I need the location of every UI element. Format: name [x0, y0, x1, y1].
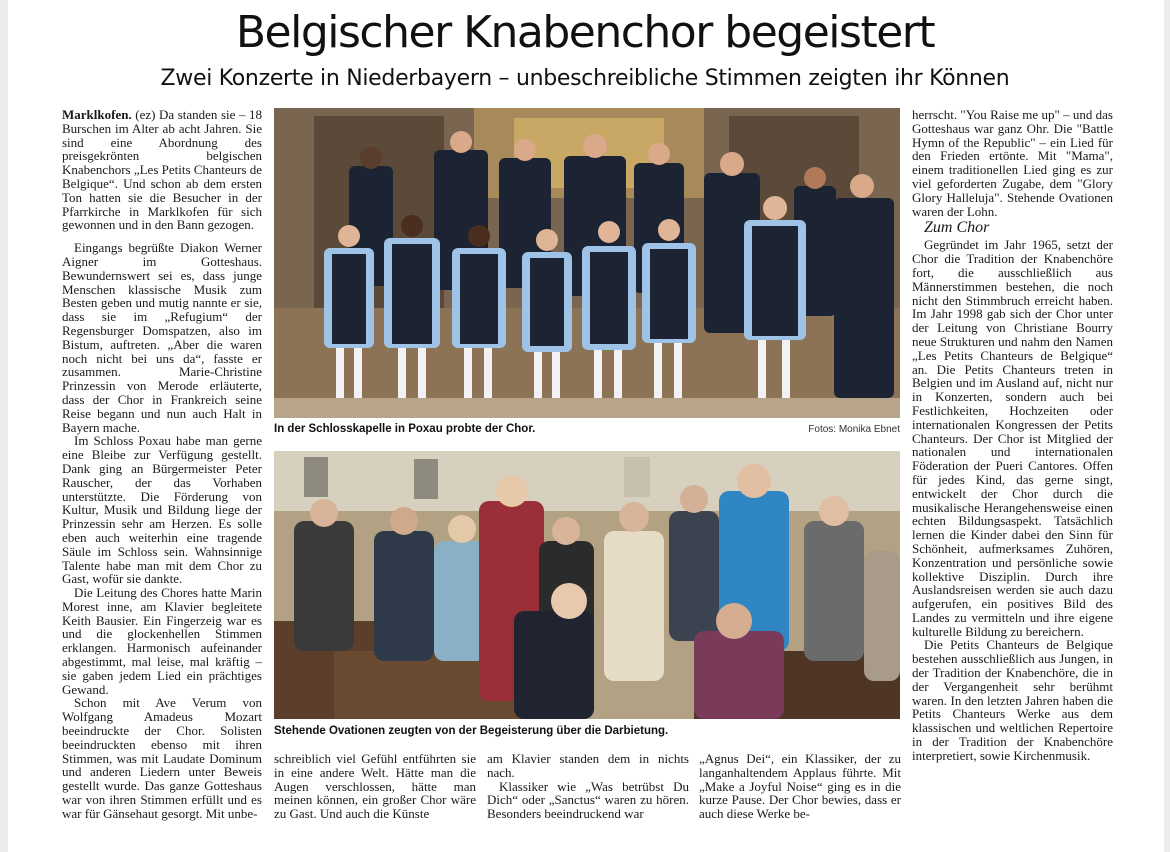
- choir-photo-illustration: [274, 108, 900, 418]
- paragraph: schreiblich viel Gefühl entführten sie in eine andere Welt. Hätte man die Augen verschlossen, hätte man meinen können, ein großer Chor wäre zu Gast. Und auch die Künste: [274, 751, 476, 822]
- subheadline: Zwei Konzerte in Niederbayern – unbeschreibliche Stimmen zeigten ihr Können: [160, 66, 1010, 91]
- page-edge-right: [1164, 0, 1170, 852]
- paragraph: herrscht. "You Raise me up" – und das Gotteshaus war ganz Ohr. Die "Battle Hymn of the Republic" – ein Lied für den Frieden ertönte. Mit "Mama", einem traditionellen Lied ging es zur viel geforderten Zugabe, dem "Glory Glory Halleluja". Stehende Ovationen waren der Lohn.: [912, 107, 1113, 219]
- article-column-1: [62, 108, 262, 821]
- photo-credit: Fotos: Monika Ebnet: [808, 424, 900, 435]
- paragraph: Die Leitung des Chores hatte Marin Morest inne, am Klavier begleitete Keith Bausier. Ein Fingerzeig war es und die glockenhellen Stimmen erklangen. Harmonisch aufeinander abgestimmt, mal leise, mal kräftig – sie gaben jedem Lied ein prächtiges Gewand.: [62, 585, 262, 697]
- paragraph: Schon mit Ave Verum von Wolfgang Amadeus Mozart beeindruckte der Chor. Solisten beeindruckten ebenso mit ihren Stimmen, was mit Laudate Dominum und anderen Liedern unter Beweis gestellt wurde. Das ganze Gotteshaus war von ihren Stimmen erfüllt und es war für Gänsehaut gesorgt. Mit unbe-: [62, 695, 262, 821]
- paragraph: „Agnus Dei“, ein Klassiker, der zu langanhaltendem Applaus führte. Mit „Make a Joyful Noise“ ging es in die kurze Pause. Der Chor bewies, dass er auch diese Werke be-: [699, 751, 901, 822]
- paragraph: Die Petits Chanteurs de Belgique bestehen ausschließlich aus Jungen, in der Tradition der Knabenchöre, die in der Vergangenheit sehr berühmt waren. In den letzten Jahren haben die Petits Chanteurs Werke aus dem klassischen und weltlichen Repertoire in der Tradition der Knabenchöre interpretiert, sowie Kirchenmusik.: [912, 637, 1113, 763]
- dateline: Marklkofen.: [62, 107, 132, 122]
- headline: Belgischer Knabenchor begeistert: [235, 7, 935, 58]
- lead-paragraph: [62, 108, 262, 232]
- paragraph: Im Schloss Poxau habe man gerne eine Bleibe zur Verfügung gestellt. Dank ging an Bürgermeister Peter Rauscher, der das Vorhaben unterstützte. Die Förderung von Kultur, Musik und Bildung liege der Prinzessin sehr am Herzen. Es solle eben auch weiterhin eine tragende Säule im Schloss sein. Wahnsinnige Talente habe man mit dem Chor zu Gast, wofür sie dankte.: [62, 433, 262, 587]
- audience-photo-illustration: [274, 451, 900, 719]
- choir-photo: [274, 108, 900, 418]
- page-edge-left: [0, 0, 8, 852]
- paragraph: am Klavier standen dem in nichts nach.: [487, 751, 689, 780]
- paragraph: Klassiker wie „Was betrübst Du Dich“ oder „Sanctus“ waren zu hören. Besonders beeindruckend war: [487, 778, 689, 822]
- paragraph: Eingangs begrüßte Diakon Werner Aigner im Gotteshaus. Bewundernswert sei es, dass junge Menschen klassische Musik zum Besten geben und mutig nannte er sie, dass sie im „Refugium“ der Regensburger Domspatzen, also im Bistum, auftreten. „Aber die waren noch nicht bei uns da“, fasste er zusammen. Marie-Christine Prinzessin von Merode erläuterte, dass der Chor in Frankreich seine Reise begann und nun auch Halt in Bayern mache.: [62, 240, 262, 435]
- photo-caption-2: Stehende Ovationen zeugten von der Begeisterung über die Darbietung.: [274, 725, 669, 737]
- article-column-4: [699, 752, 901, 821]
- article-column-2: [274, 752, 476, 821]
- paragraph: Gegründet im Jahr 1965, setzt der Chor die Tradition der Knabenchöre fort, die ausschließlich aus Männerstimmen bestehen, die noch nicht den Stimmbruch erreicht haben. Im Jahr 1998 gab sich der Chor unter der Leitung von Christiane Bourry neue Strukturen und nahm den Namen „Les Petits Chanteurs de Belgique“ an. Die Petits Chanteurs treten in Belgien und im Ausland auf, nicht nur in Konzerten, sondern auch bei Festlichkeiten, Hochzeiten oder internationalen Kongressen der Petits Chanteurs. Der Chor ist Mitglied der nationalen und internationalen Föderation der Pueri Cantores. Offen für jedes Kind, das gerne singt, entwickelt der Chor durch die musikalische Herangehensweise einen echten Bildungsaspekt. Tatsächlich lernen die Kinder dabei den Sinn für Schönheit, aufmerksames Zuhören, Konzentration und persönliche sowie kollektive Disziplin. Durch ihre Auslandsreisen werden sie auch dazu aufgerufen, ein positives Bild des Landes zu vermitteln und ihre eigene kulturelle Bildung zu bereichern.: [912, 237, 1113, 639]
- section-heading-zum-chor: Zum Chor: [924, 219, 990, 237]
- article-column-3: [487, 752, 689, 821]
- article-column-5: [912, 108, 1113, 763]
- lead-text: (ez) Da standen sie – 18 Burschen im Alter ab acht Jahren. Sie sind eine Abordnung des preisgekrönten belgischen Knabenchors „Les Petits Chanteurs de Belgique“. Und schon ab dem ersten Ton hatten sie die Besucher in der Pfarrkirche in Marklkofen für sich gewonnen und in den Bann gezogen.: [62, 107, 263, 233]
- audience-photo: [274, 451, 900, 719]
- photo-caption-1: In der Schlosskapelle in Poxau probte der Chor.: [274, 423, 536, 435]
